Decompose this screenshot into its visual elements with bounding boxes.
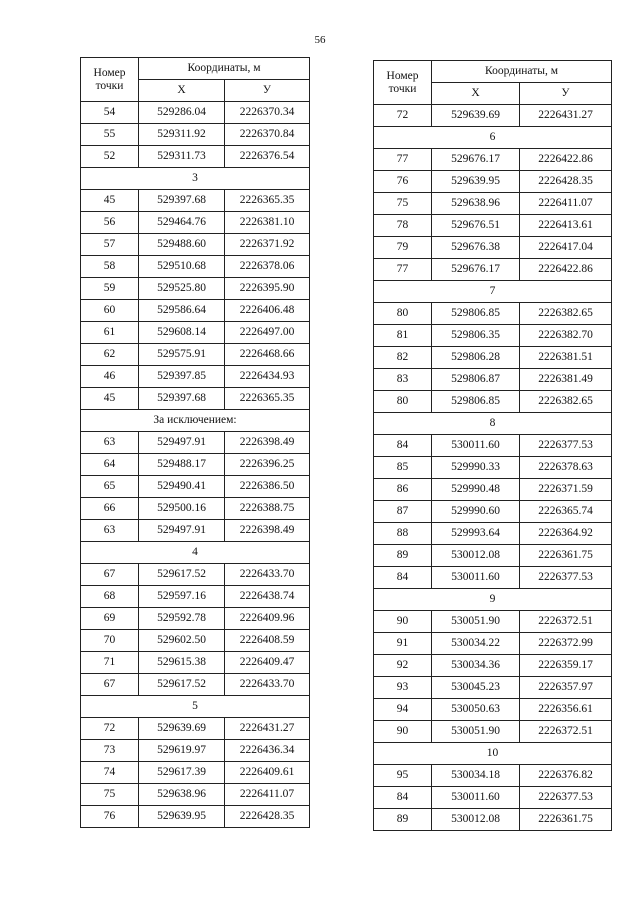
x-coordinate-cell: 529525.80 [139,278,225,300]
table-row [81,608,310,630]
table-row [81,762,310,784]
section-label: 7 [374,281,612,303]
y-coordinate-cell: 2226422.86 [520,259,612,281]
point-number-cell: 65 [81,476,139,498]
point-number-cell: 54 [81,102,139,124]
x-coordinate-cell: 529575.91 [139,344,225,366]
y-coordinate-cell: 2226359.17 [520,655,612,677]
x-coordinate-cell: 529510.68 [139,256,225,278]
table-row [81,498,310,520]
table-row [374,303,612,325]
point-number-cell: 86 [374,479,432,501]
x-coordinate-cell: 529617.52 [139,564,225,586]
point-number-cell: 87 [374,501,432,523]
point-number-cell: 92 [374,655,432,677]
point-number-cell: 80 [374,391,432,413]
point-number-cell: 59 [81,278,139,300]
table-row [374,787,612,809]
x-coordinate-cell: 529638.96 [139,784,225,806]
y-coordinate-cell: 2226357.97 [520,677,612,699]
table-row [374,435,612,457]
x-coordinate-cell: 529990.60 [432,501,520,523]
point-number-cell: 94 [374,699,432,721]
point-number-cell: 89 [374,545,432,567]
y-coordinate-cell: 2226371.92 [225,234,310,256]
section-label: 10 [374,743,612,765]
y-coordinate-cell: 2226382.65 [520,391,612,413]
x-coordinate-cell: 529806.35 [432,325,520,347]
x-coordinate-cell: 530012.08 [432,809,520,831]
y-coordinate-cell: 2226428.35 [225,806,310,828]
x-coordinate-cell: 530011.60 [432,435,520,457]
x-coordinate-cell: 529615.38 [139,652,225,674]
table-row [374,523,612,545]
x-coordinate-cell: 529497.91 [139,432,225,454]
section-row [81,696,310,718]
point-number-cell: 79 [374,237,432,259]
section-label: За исключением: [81,410,310,432]
x-coordinate-cell: 530034.18 [432,765,520,787]
section-row [81,168,310,190]
y-coordinate-cell: 2226376.54 [225,146,310,168]
section-label: 5 [81,696,310,718]
table-row [81,586,310,608]
y-coordinate-cell: 2226417.04 [520,237,612,259]
y-coordinate-cell: 2226422.86 [520,149,612,171]
y-coordinate-cell: 2226433.70 [225,564,310,586]
point-number-cell: 66 [81,498,139,520]
section-label: 3 [81,168,310,190]
table-row [374,809,612,831]
table-row [374,545,612,567]
point-number-cell: 93 [374,677,432,699]
x-coordinate-cell: 529286.04 [139,102,225,124]
point-number-cell: 78 [374,215,432,237]
y-coordinate-cell: 2226365.74 [520,501,612,523]
section-row [374,743,612,765]
x-coordinate-cell: 529608.14 [139,322,225,344]
x-coordinate-cell: 529993.64 [432,523,520,545]
point-number-cell: 75 [374,193,432,215]
x-coordinate-cell: 529806.85 [432,391,520,413]
x-coordinate-cell: 529619.97 [139,740,225,762]
point-number-cell: 72 [374,105,432,127]
point-number-cell: 84 [374,435,432,457]
table-row [374,655,612,677]
section-row [374,589,612,611]
point-number-cell: 63 [81,432,139,454]
x-coordinate-cell: 530034.36 [432,655,520,677]
y-coordinate-cell: 2226431.27 [520,105,612,127]
y-coordinate-cell: 2226386.50 [225,476,310,498]
y-coordinate-cell: 2226377.53 [520,787,612,809]
x-coordinate-cell: 529676.17 [432,259,520,281]
y-coordinate-cell: 2226409.96 [225,608,310,630]
x-coordinate-cell: 529490.41 [139,476,225,498]
table-row [81,124,310,146]
point-number-cell: 57 [81,234,139,256]
y-coordinate-cell: 2226409.47 [225,652,310,674]
point-number-cell: 77 [374,149,432,171]
point-number-cell: 83 [374,369,432,391]
table-body [81,102,310,828]
table-row [374,347,612,369]
point-number-cell: 81 [374,325,432,347]
y-coordinate-cell: 2226438.74 [225,586,310,608]
y-coordinate-cell: 2226382.65 [520,303,612,325]
table-row [374,369,612,391]
y-coordinate-cell: 2226409.61 [225,762,310,784]
point-number-cell: 45 [81,388,139,410]
point-number-cell: 56 [81,212,139,234]
point-number-cell: 58 [81,256,139,278]
x-coordinate-cell: 529639.69 [432,105,520,127]
x-coordinate-cell: 529990.48 [432,479,520,501]
table-row [81,102,310,124]
x-coordinate-cell: 529397.68 [139,190,225,212]
table-row [374,677,612,699]
point-number-cell: 90 [374,611,432,633]
y-coordinate-cell: 2226434.93 [225,366,310,388]
y-coordinate-cell: 2226378.06 [225,256,310,278]
point-number-cell: 62 [81,344,139,366]
x-coordinate-cell: 529397.68 [139,388,225,410]
coordinates-header: Координаты, м [432,61,612,83]
point-number-cell: 89 [374,809,432,831]
point-number-cell: 61 [81,322,139,344]
x-coordinate-cell: 529617.39 [139,762,225,784]
point-number-cell: 76 [374,171,432,193]
coordinates-table-right [373,60,612,831]
x-coordinate-cell: 529497.91 [139,520,225,542]
y-coordinate-cell: 2226497.00 [225,322,310,344]
x-coordinate-cell: 529311.73 [139,146,225,168]
x-coordinate-cell: 529806.85 [432,303,520,325]
y-coordinate-cell: 2226433.70 [225,674,310,696]
table-row [374,193,612,215]
y-coordinate-cell: 2226364.92 [520,523,612,545]
y-coordinate-cell: 2226382.70 [520,325,612,347]
point-number-cell: 45 [81,190,139,212]
y-coordinate-cell: 2226365.35 [225,388,310,410]
y-coordinate-cell: 2226398.49 [225,432,310,454]
page-number: 56 [314,34,326,46]
point-number-cell: 70 [81,630,139,652]
section-row [374,413,612,435]
point-number-cell: 80 [374,303,432,325]
y-coordinate-cell: 2226370.84 [225,124,310,146]
x-coordinate-cell: 529602.50 [139,630,225,652]
table-row [81,718,310,740]
point-number-header: Номер точки [374,61,432,105]
point-number-cell: 76 [81,806,139,828]
y-coordinate-cell: 2226370.34 [225,102,310,124]
y-coordinate-cell: 2226377.53 [520,567,612,589]
point-number-cell: 63 [81,520,139,542]
x-coordinate-cell: 529617.52 [139,674,225,696]
y-coordinate-cell: 2226411.07 [225,784,310,806]
section-row [374,281,612,303]
y-coordinate-cell: 2226431.27 [225,718,310,740]
table-row [81,564,310,586]
y-coordinate-cell: 2226376.82 [520,765,612,787]
table-row [81,630,310,652]
y-coordinate-cell: 2226378.63 [520,457,612,479]
y-coordinate-cell: 2226388.75 [225,498,310,520]
section-label: 8 [374,413,612,435]
table-row [81,806,310,828]
table-row [374,237,612,259]
x-coordinate-cell: 529806.28 [432,347,520,369]
point-number-cell: 90 [374,721,432,743]
table-row [374,105,612,127]
y-header: У [520,83,612,105]
table-row [81,476,310,498]
x-coordinate-cell: 529592.78 [139,608,225,630]
table-row [374,611,612,633]
x-coordinate-cell: 529311.92 [139,124,225,146]
table-row [374,479,612,501]
point-number-cell: 60 [81,300,139,322]
table-row [374,171,612,193]
table-row [374,325,612,347]
table-row [81,366,310,388]
point-number-cell: 71 [81,652,139,674]
point-number-cell: 84 [374,787,432,809]
table-row [374,501,612,523]
y-header: У [225,80,310,102]
y-coordinate-cell: 2226371.59 [520,479,612,501]
y-coordinate-cell: 2226377.53 [520,435,612,457]
x-coordinate-cell: 529597.16 [139,586,225,608]
section-row [374,127,612,149]
x-coordinate-cell: 530012.08 [432,545,520,567]
x-coordinate-cell: 529639.69 [139,718,225,740]
x-coordinate-cell: 529639.95 [139,806,225,828]
x-coordinate-cell: 529488.60 [139,234,225,256]
point-number-cell: 69 [81,608,139,630]
section-label: 6 [374,127,612,149]
table-row [81,322,310,344]
table-row [374,567,612,589]
y-coordinate-cell: 2226372.51 [520,721,612,743]
section-row [81,542,310,564]
table-row [374,765,612,787]
table-row [81,190,310,212]
y-coordinate-cell: 2226468.66 [225,344,310,366]
point-number-cell: 95 [374,765,432,787]
y-coordinate-cell: 2226398.49 [225,520,310,542]
point-number-cell: 91 [374,633,432,655]
x-coordinate-cell: 529639.95 [432,171,520,193]
point-number-cell: 68 [81,586,139,608]
y-coordinate-cell: 2226395.90 [225,278,310,300]
table-row [81,454,310,476]
table-row [81,278,310,300]
table-row [81,300,310,322]
x-coordinate-cell: 529990.33 [432,457,520,479]
y-coordinate-cell: 2226372.99 [520,633,612,655]
table-row [81,146,310,168]
y-coordinate-cell: 2226361.75 [520,809,612,831]
coordinates-header: Координаты, м [139,58,310,80]
x-coordinate-cell: 530050.63 [432,699,520,721]
x-coordinate-cell: 530011.60 [432,787,520,809]
x-coordinate-cell: 529488.17 [139,454,225,476]
point-number-cell: 55 [81,124,139,146]
table-row [81,388,310,410]
x-coordinate-cell: 530045.23 [432,677,520,699]
point-number-cell: 82 [374,347,432,369]
y-coordinate-cell: 2226356.61 [520,699,612,721]
section-row [81,410,310,432]
table-row [374,633,612,655]
table-row [81,674,310,696]
table-body [374,105,612,831]
point-number-cell: 72 [81,718,139,740]
point-number-cell: 67 [81,564,139,586]
y-coordinate-cell: 2226436.34 [225,740,310,762]
point-number-cell: 46 [81,366,139,388]
point-number-cell: 73 [81,740,139,762]
x-coordinate-cell: 529806.87 [432,369,520,391]
point-number-header: Номер точки [81,58,139,102]
section-label: 4 [81,542,310,564]
point-number-cell: 88 [374,523,432,545]
x-coordinate-cell: 529676.38 [432,237,520,259]
y-coordinate-cell: 2226413.61 [520,215,612,237]
x-coordinate-cell: 529464.76 [139,212,225,234]
table-row [81,234,310,256]
x-coordinate-cell: 529676.17 [432,149,520,171]
x-coordinate-cell: 529500.16 [139,498,225,520]
table-row [81,652,310,674]
table-row [374,699,612,721]
point-number-cell: 75 [81,784,139,806]
table-row [81,256,310,278]
table-row [81,520,310,542]
table-row [81,432,310,454]
table-row [374,215,612,237]
section-label: 9 [374,589,612,611]
table-row [374,391,612,413]
point-number-cell: 74 [81,762,139,784]
y-coordinate-cell: 2226428.35 [520,171,612,193]
table-row [374,457,612,479]
x-coordinate-cell: 530034.22 [432,633,520,655]
y-coordinate-cell: 2226361.75 [520,545,612,567]
point-number-cell: 52 [81,146,139,168]
y-coordinate-cell: 2226381.51 [520,347,612,369]
point-number-cell: 84 [374,567,432,589]
y-coordinate-cell: 2226406.48 [225,300,310,322]
point-number-cell: 77 [374,259,432,281]
y-coordinate-cell: 2226372.51 [520,611,612,633]
x-coordinate-cell: 530051.90 [432,721,520,743]
x-coordinate-cell: 529638.96 [432,193,520,215]
table-row [81,740,310,762]
table-row [81,212,310,234]
y-coordinate-cell: 2226411.07 [520,193,612,215]
table-row [374,721,612,743]
x-header: X [432,83,520,105]
point-number-cell: 64 [81,454,139,476]
coordinates-table-left [80,57,310,828]
table-row [81,344,310,366]
y-coordinate-cell: 2226396.25 [225,454,310,476]
x-coordinate-cell: 530051.90 [432,611,520,633]
x-coordinate-cell: 530011.60 [432,567,520,589]
x-coordinate-cell: 529676.51 [432,215,520,237]
y-coordinate-cell: 2226408.59 [225,630,310,652]
table-row [81,784,310,806]
table-row [374,259,612,281]
table-row [374,149,612,171]
y-coordinate-cell: 2226365.35 [225,190,310,212]
x-coordinate-cell: 529586.64 [139,300,225,322]
x-header: X [139,80,225,102]
point-number-cell: 67 [81,674,139,696]
point-number-cell: 85 [374,457,432,479]
y-coordinate-cell: 2226381.10 [225,212,310,234]
y-coordinate-cell: 2226381.49 [520,369,612,391]
x-coordinate-cell: 529397.85 [139,366,225,388]
